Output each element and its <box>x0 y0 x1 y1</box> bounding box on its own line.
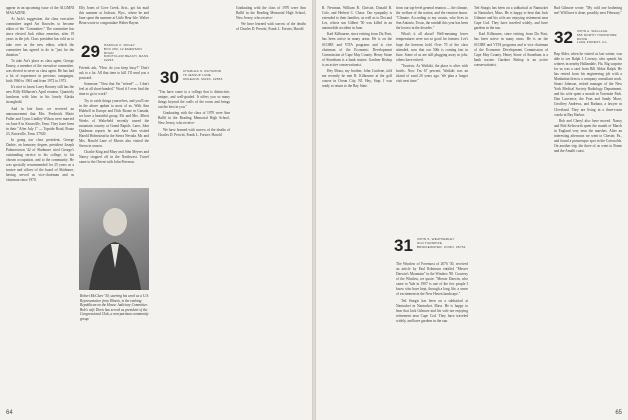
paragraph: Elly Jones of Cove Creek, Ariz., got his mail this summer at Jackson, Wyo., where he and Jane spent the summer at Little Bear Isle. Walter Bean wrote to congratulate Walter Bayne. <box>79 6 149 26</box>
class-secretary-address <box>183 70 223 81</box>
page-number: 65 <box>615 410 622 416</box>
class-secretary-address <box>417 238 466 249</box>
paragraph: To take Art's place as class agent, George Emery, a member of the executive committee, was elected to serve as class agent. He has had a lot of experience in previous campaigns, both 1960 to 1961 and from 1972 to 1973. <box>6 58 74 84</box>
paragraph: Karl Kilbourne, since retiring from Du Pont, has been active in many areas. He is on the SCORE and VITA programs and is vice chairman of the Economic Development Commission of Cape May County. Henry Stone of Stoneham is a bank trustee. Gardner Bishop is an active conservationist. <box>322 32 392 67</box>
secretary-name: HAROLD C. ROLEY <box>103 43 136 47</box>
secretary-city: LAKE FOREST, ILL. <box>576 40 609 45</box>
right-column-4-top <box>554 6 622 28</box>
left-column-3 <box>158 90 230 390</box>
secretary-city: MONTCLAIR BEACH, MASS. 02253 <box>103 54 150 63</box>
right-page <box>316 0 628 420</box>
paragraph: Bob and Cheryl also have moved. Nancy and Bob Kelsworth spent the month of March in England very near the marshes. After an interesting afternoon we went to Chester, Pa., and found a picturesque spot in the Cotswolds. On another trip, the three of us went to Rome and the Amalfi coast. <box>554 118 622 154</box>
paragraph: Bap Alder, when he visited us last winter, was able to see Ralph I. Livezey, who spends his winters in nearby Hallandale, Fla. Big surprise for us was a card from Bill Abbot Ralph. He has retired from his engineering job with a Manhattan firm to a company consultant work. Stuart Johnson, retired manager of the New York Medical Society Radiology Department, and his wife spent a month in Yosemite Park. Dan Lawrence, the Fran and Sandy Mace, Geoffrey Andrews, and Barbara, a lawyer in Cleveland. They are living in a three-room condo in Bay Harbor. <box>554 52 622 117</box>
class-year-number: 30 <box>160 68 179 87</box>
paragraph: Karl Kilbourne, since retiring from Du Pont, has been active in many areas. He is on the SCORE and VITA programs and is vice chairman of the Economic Development Commission of Cape May County. Henry Stone of Stoneham is a bank trustee. Gardner Bishop is an active conservationist. <box>474 32 548 67</box>
paragraph: Graduating with the class of 1970 were Ann Ballif in the Reading Memorial High School, New Jersey, who receive- <box>236 6 306 21</box>
paragraph: "Tourists: As Waikiki, the place is alive with hotels. Now I'm 67 percent, Waikiki was an island of sand 20 years ago. We plan a longer visit next time." <box>396 63 468 84</box>
secretary-name: JOHN A. WALLACE <box>576 29 608 33</box>
left-column-1 <box>6 6 74 410</box>
paragraph: appear in an upcoming issue of the ALUMNI MAGAZINE. <box>6 6 74 16</box>
paragraph: We have learned with sorrow of the deaths of Charles D. Prewitt, Frank L. Forster, Harold <box>158 127 230 137</box>
paragraph: from our top-level general reunion — the climate, the welfare of the nation, and the reunion house. "Climate: According to my cousin, who lives in San Antonio, Texas, the rainfall this year has been the lowest in the decades." <box>396 6 468 31</box>
paragraph: Someone: "Now that I'm "retired" — I don't feel at all short-handed." Word if I ever find the time to go to work! <box>79 82 149 97</box>
left-page <box>0 0 312 420</box>
paragraph: "You have come to a college that is distinctive, unique, and well-graded. It offers you so many things beyond the walls of the room and brings out the best in you." <box>158 90 230 110</box>
secretary-street: 555 NORTH YORKSHIRE DRIVE <box>576 32 617 41</box>
paragraph: It's nice to know Larry Rooney still has the new Billy Milhaven's April reunion. Quarterly luncheon with him in his lonely Alaska stronghold. <box>6 85 74 105</box>
paragraph: We have learned with sorrow of the deaths of Charles D. Prewitt, Frank L. Forster, Harold <box>236 22 306 32</box>
secretary-street: 76 JESSUP LANE <box>182 72 211 77</box>
paragraph: Friends ask, "How do you keep busy?" Don't ask to a lot. All that time to kill. I'll send you a postcard. <box>79 66 149 81</box>
left-column-4 <box>236 6 306 410</box>
paragraph: Graduating with the class of 1970 were Ann Ballif in the Reading Memorial High School, New Jersey, who receive- <box>158 111 230 126</box>
paragraph: And in late June, we received an announcement that Mrs. Frederick Marie Fuller and Cyrus Lindley Wilson were married on June 8 in Knoxville, Tenn. They have been in their "After July 1" — Topside Road, Route 23, Knoxville, Tenn. 37920. <box>6 106 74 136</box>
paragraph: The Window of Foremost of 2076 '30, received an article by Paul Robinson entitled "Messer Darwin's Mountain" in the Window '80. Courtesy of the Window, we quote: "Messer Darwin, who came to Yale in 1907 is one of the few people I know who have kept, through a long life, a sense of excitement in the New Haven landscape." <box>396 262 468 297</box>
right-column-1 <box>322 6 392 410</box>
right-column-2-lower <box>396 262 468 407</box>
class-year-number: 29 <box>81 42 100 61</box>
paragraph: Try to catch things yourselves, and you'll see in the above update to most of us. With Ann Hubbell in Europe and Dick Boone in Canada, we have a beautiful group. Mr. and Mrs. Albert Weeks of Wakefield recently toured the mountain country at Grand Rapids. Later, John Quidman reports he and Sara Ann visited Harold Holmstead in the Sierra Nevada. Mr. and Mrs. Harold Lane of Morris also visited the Sierra in season. <box>79 98 149 149</box>
class-year-number: 32 <box>554 28 573 47</box>
paragraph: Ted Sturgis has been on a sabbatical at Nantucket in Nantucket, Mass. He is happy to hear that Jack Gilmore and his wife are enjoying retirement near Cape Cod. They have traveled widely, and have gardens in the sun. <box>474 6 548 31</box>
secretary-city: BRIDGEWATER, CONN. 06752 <box>416 244 466 249</box>
paragraph: At Jack's suggestion, the class executive committee urged Art Knowles to become editor of the "Committee." The committee has since elected Jack editor emeritus, after 19 years in the job. Class president has told us to take over as the new editor, which the committee has agreed to do in "just for the duration." <box>6 17 74 57</box>
photo-caption: Robert McClure '30, starring his work as a U.S. Representative from Illinois, is the ranking Republican on the House Judiciary Committee. Bob's wife Doris has served as president of the Congressional Club, a non-partisan community group. <box>80 294 150 321</box>
paragraph: Ted Sturgis has been on a sabbatical at Nantucket in Nantucket, Mass. He is happy to hear that Jack Gilmore and his wife are enjoying retirement near Cape Cod. They have traveled widely, and have gardens in the sun. <box>396 298 468 323</box>
secretary-name: JOHN S. WEATHERLEY <box>416 237 455 241</box>
class-year-number: 31 <box>394 236 413 255</box>
secretary-city: ORLEANS, MASS. 02653 <box>182 76 223 81</box>
class-secretary-address <box>577 30 624 45</box>
page-number: 64 <box>6 410 13 416</box>
class-secretary-address <box>104 44 151 63</box>
class-31-heading <box>394 238 474 253</box>
paragraph: Bud Gilmore wrote: "My cold one bothering me! Will have it done, possibly next February." <box>554 6 622 16</box>
class-32-heading <box>554 30 624 45</box>
portrait-head <box>103 208 127 236</box>
paragraph: In going our class president, George Darbie, an honorary degree, president Joseph Palmerstown '42 of Skidmore cited George's outstanding service to his college, to his chosen occupation, and to the community. He was specially recommended for 25 years as a trustee and officer of the board of Skidmore, having served as vice-chairman and as chairman since 1970. <box>6 138 74 183</box>
portrait-photo <box>79 188 149 290</box>
class-29-heading <box>81 44 151 63</box>
secretary-street: BOX 280, 12 EMERSON ROAD <box>103 46 142 55</box>
left-column-2-lower <box>79 66 149 166</box>
paragraph: What's it all about? Well-meaning lower temperatures were not so good for farmers. Let's hope the heavens hold. Over 70 of the class attended, now that our 50th is coming fast in June. Some of us are still plugging away in jobs, others have retired. <box>396 32 468 62</box>
right-column-3 <box>474 6 548 410</box>
right-column-4 <box>554 52 622 404</box>
paragraph: R. Newman, William R. Christie, Donald B. Cole, and Herbert C. Chase. Our sympathy is extended to their families, as well as to Dot and Les, whose son Gilbert '50 was killed in an automobile accident in June. <box>322 6 392 31</box>
secretary-street: OLD TURNPIKE <box>416 240 443 245</box>
class-30-heading <box>160 70 230 85</box>
portrait-figure <box>79 188 149 290</box>
right-column-2 <box>396 6 468 236</box>
paragraph: Hey Mona, my brother, John Cardone, told me recently he met R. Kilbourne at the golf course in Ocean City, NJ. Hey, Stop. I was ready to return to the Bay State. <box>322 68 392 89</box>
paragraph: Charlie King and Mary and John Meyers and Nancy stopped off in the Northwest. Travel came to the Orient with John Peterson. <box>79 150 149 165</box>
secretary-name: CHARLES S. RAYMOND <box>182 69 222 73</box>
